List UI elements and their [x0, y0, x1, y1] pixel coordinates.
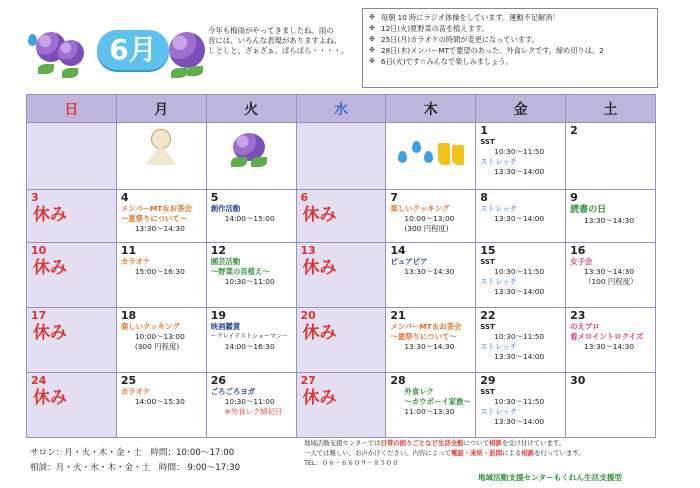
empty-cell — [206, 123, 296, 190]
salon-hours: サロン：月・火・木・金・土 時間：10:00～17:00 — [30, 448, 235, 458]
day-number: 20 — [300, 309, 316, 323]
day-number: 19 — [210, 309, 226, 323]
event-time: 13:30～14:30 — [134, 224, 185, 234]
day-cell — [296, 373, 386, 438]
consult-hours: 相談：月・火・水・木・金・土 時間： 9:00～17:30 — [30, 463, 241, 473]
calendar-week — [27, 243, 656, 308]
event-title: メンバーMT＆お茶会 — [390, 322, 462, 332]
event-title: カラオケ — [120, 387, 151, 397]
closed-label: 休み — [302, 323, 337, 344]
closed-label: 休み — [33, 388, 67, 409]
day-cell — [296, 243, 386, 308]
day-cell — [206, 190, 296, 243]
day-cell — [27, 243, 117, 308]
news-box — [362, 8, 658, 88]
weekday-mon: 月 — [116, 95, 206, 123]
info-highlight: 電話・来所・訪問 — [450, 449, 503, 457]
day-cell — [566, 123, 656, 190]
day-cell — [27, 190, 117, 243]
day-cell — [566, 373, 656, 438]
intro-line: 今年も梅雨がやってきましたね。雨の — [208, 26, 334, 35]
news-item: ✤ 25日(月)カラオケの時間が変更になっています。 — [369, 34, 651, 45]
event-note: (300 円程度) — [404, 224, 449, 234]
event-time: 10:30～11:50 — [494, 147, 545, 156]
closed-label: 休み — [302, 388, 337, 409]
day-cell — [206, 373, 296, 438]
event-note: （100 円程度） — [584, 277, 638, 287]
day-number: 25 — [120, 374, 137, 388]
day-number: 11 — [120, 244, 137, 258]
event-time: 10:30～11:00 — [224, 277, 275, 287]
day-number: 22 — [480, 309, 496, 323]
event-title: 外食レク — [404, 387, 434, 397]
month-title: 6月 — [97, 30, 169, 70]
day-number: 18 — [120, 309, 137, 323]
news-item-continued: ✤ 6日(火)です☆みんなで楽しみましょう。 — [369, 56, 651, 67]
hydrangea-left-icon — [28, 30, 98, 80]
event-time: 10:30～11:50 — [494, 267, 545, 277]
day-cell — [566, 243, 656, 308]
closed-label: 休み — [33, 205, 67, 226]
calendar-week — [27, 123, 656, 190]
phone-number: TEL：０６－６６０９－８５００ — [304, 459, 399, 467]
empty-cell — [27, 123, 117, 190]
day-cell — [116, 190, 206, 243]
event-subtitle: ～グレイテストショーマン～ — [210, 333, 289, 341]
event-subtitle: ～夏祭りについて～ — [390, 332, 457, 342]
day-number: 7 — [390, 191, 399, 205]
day-number: 15 — [480, 244, 496, 258]
weekday-thu: 木 — [386, 95, 476, 123]
event-title: SST — [480, 258, 495, 267]
event-time: 13:30～14:00 — [494, 417, 545, 427]
event-time: 14:00～15:00 — [224, 214, 275, 224]
event-title: 楽しいクッキング — [390, 204, 450, 214]
intro-line: 音には、いろんな表現がありますよね。 — [208, 36, 342, 45]
weekday-sat: 土 — [566, 95, 656, 123]
day-number: 13 — [300, 244, 316, 258]
event-time: 10:30～11:50 — [494, 332, 545, 342]
day-cell — [386, 243, 476, 308]
hydrangea-right-icon — [165, 30, 210, 80]
empty-cell — [386, 123, 476, 190]
event-subtitle: ～夏祭りについて～ — [120, 214, 188, 224]
event-note: (300 円程度) — [134, 342, 180, 352]
event-subtitle: ～カウボーイ家族～ — [404, 397, 471, 407]
header — [0, 0, 700, 92]
intro-line: しとしと、ざぁざぁ、ぱらぱら・・・・。 — [208, 46, 349, 55]
closed-label: 休み — [33, 323, 67, 344]
day-cell — [206, 308, 296, 373]
event-subtitle: ～野菜の苗植え～ — [210, 267, 270, 277]
day-cell — [566, 308, 656, 373]
event-time: 14:00～15:30 — [134, 397, 185, 407]
day-cell — [27, 308, 117, 373]
event-title: ストレッチ — [480, 277, 518, 287]
hydrangea-icon — [227, 133, 271, 169]
opening-hours — [30, 446, 240, 476]
empty-cell — [296, 123, 386, 190]
info-highlight: 日常の困りごとなど生活全般 — [380, 439, 464, 447]
event-title: 園芸活動 — [210, 257, 241, 267]
info-text: を受け付けています。 — [501, 439, 566, 447]
teru-teru-bozu-icon — [145, 129, 177, 173]
event-time: 10:00～13:00 — [134, 332, 185, 342]
closed-label: 休み — [302, 205, 337, 226]
intro-text — [208, 26, 358, 56]
day-cell — [566, 190, 656, 243]
day-number: 23 — [570, 309, 586, 323]
day-number: 17 — [31, 309, 47, 323]
day-number: 10 — [31, 244, 47, 258]
info-text: について — [463, 439, 489, 447]
weekday-wed: 水 — [296, 95, 386, 123]
event-time: 10:00～13:00 — [404, 214, 455, 224]
info-text: 地域活動支援センターでは — [304, 439, 381, 447]
event-title: ピュアピア — [390, 257, 428, 267]
weekday-sun: 日 — [27, 95, 117, 123]
info-highlight: 相談 — [488, 439, 502, 447]
day-number: 1 — [480, 124, 488, 137]
event-time: 13:30～14:00 — [494, 287, 545, 297]
weekday-fri: 金 — [476, 95, 566, 123]
day-cell — [476, 308, 566, 373]
day-cell — [476, 373, 566, 438]
event-time: 13:30～14:30 — [404, 267, 455, 277]
day-cell — [116, 243, 206, 308]
info-text: 一人では難しい、お声かけください。内容によって — [304, 449, 451, 457]
info-line — [304, 448, 674, 458]
day-number: 16 — [570, 244, 586, 258]
empty-cell — [116, 123, 206, 190]
day-number: 2 — [570, 124, 578, 137]
info-text: を行っています。 — [534, 449, 585, 457]
event-time: 15:00～16:30 — [134, 267, 185, 277]
day-number: 4 — [120, 191, 129, 205]
event-title: 女子会 — [570, 257, 593, 267]
event-time: 13:30～14:30 — [584, 267, 635, 277]
info-line — [304, 438, 674, 448]
day-number: 29 — [480, 374, 496, 388]
calendar-week — [27, 373, 656, 438]
day-number: 12 — [210, 244, 226, 258]
event-title: SST — [480, 323, 495, 332]
calendar-table — [26, 94, 656, 438]
day-number: 27 — [300, 374, 316, 388]
event-title: のえプロ — [570, 322, 600, 332]
event-note: ※外食レク締切日 — [224, 407, 283, 417]
news-item: ✤ 12日(火)夏野菜の苗を植えます。 — [369, 23, 651, 34]
news-item: ✤ 毎朝 10 時にラジオ体操をしています。運動不足解消！ — [369, 12, 651, 23]
day-number: 14 — [390, 244, 406, 258]
news-item: ✤ 28日(木)メンバーMTで要望のあった、外食レクです。締め切りは、2 — [369, 45, 651, 56]
day-number: 21 — [390, 309, 406, 323]
day-number: 8 — [480, 191, 488, 205]
day-number: 26 — [210, 374, 226, 388]
event-title: メンバーMT＆お茶会 — [120, 204, 192, 214]
day-number: 9 — [570, 191, 578, 205]
day-cell — [386, 190, 476, 243]
event-time: 11:00～13:30 — [404, 407, 455, 417]
day-cell — [296, 190, 386, 243]
rain-boots-icon — [398, 135, 468, 171]
event-time: 10:30～11:00 — [224, 397, 275, 407]
event-title: ストレッチ — [480, 407, 518, 417]
day-cell — [476, 123, 566, 190]
weekday-header-row — [27, 95, 656, 123]
event-time: 13:30～14:30 — [404, 342, 455, 352]
day-cell — [386, 308, 476, 373]
day-cell — [386, 373, 476, 438]
event-subtitle: 看メロイントロクイズ — [570, 332, 644, 342]
day-number: 6 — [300, 191, 309, 205]
day-cell — [116, 373, 206, 438]
info-text: による — [502, 449, 522, 457]
day-number: 5 — [210, 191, 219, 205]
closed-label: 休み — [302, 258, 337, 279]
event-time: 13:30～14:00 — [494, 167, 545, 176]
event-title: ストレッチ — [480, 342, 518, 352]
consultation-info — [304, 438, 674, 468]
event-title: ごろごろヨガ — [210, 387, 256, 397]
event-title: ストレッチ — [480, 204, 518, 214]
event-time: 13:30～14:00 — [494, 352, 545, 362]
event-time: 13:30～14:30 — [584, 216, 635, 226]
day-cell — [206, 243, 296, 308]
event-title: SST — [480, 388, 495, 397]
organization-name: 地域活動支援センターもくれん生活支援型 — [478, 473, 622, 482]
calendar-week — [27, 190, 656, 243]
info-highlight: 相談 — [521, 449, 535, 457]
day-cell — [296, 308, 386, 373]
day-cell — [476, 243, 566, 308]
weekday-tue: 火 — [206, 95, 296, 123]
day-cell — [476, 190, 566, 243]
event-title: 映画鑑賞 — [210, 322, 241, 332]
event-time: 13:30～14:00 — [494, 214, 545, 224]
event-title: SST — [480, 138, 495, 146]
closed-label: 休み — [33, 258, 67, 279]
day-cell — [116, 308, 206, 373]
event-title: 創作活動 — [210, 204, 241, 214]
event-title: ストレッチ — [480, 157, 518, 166]
calendar-week — [27, 308, 656, 373]
event-title: 楽しいクッキング — [120, 322, 180, 332]
day-number: 3 — [31, 191, 39, 205]
event-time: 10:30～11:50 — [494, 397, 545, 407]
event-title: カラオケ — [120, 257, 151, 267]
event-time: 14:00～16:30 — [224, 342, 275, 352]
day-number: 28 — [390, 374, 406, 388]
day-number: 30 — [570, 374, 586, 388]
day-cell — [27, 373, 117, 438]
event-time: 13:30～14:30 — [584, 342, 635, 352]
event-title: 読書の日 — [570, 205, 607, 216]
day-number: 24 — [31, 374, 47, 388]
